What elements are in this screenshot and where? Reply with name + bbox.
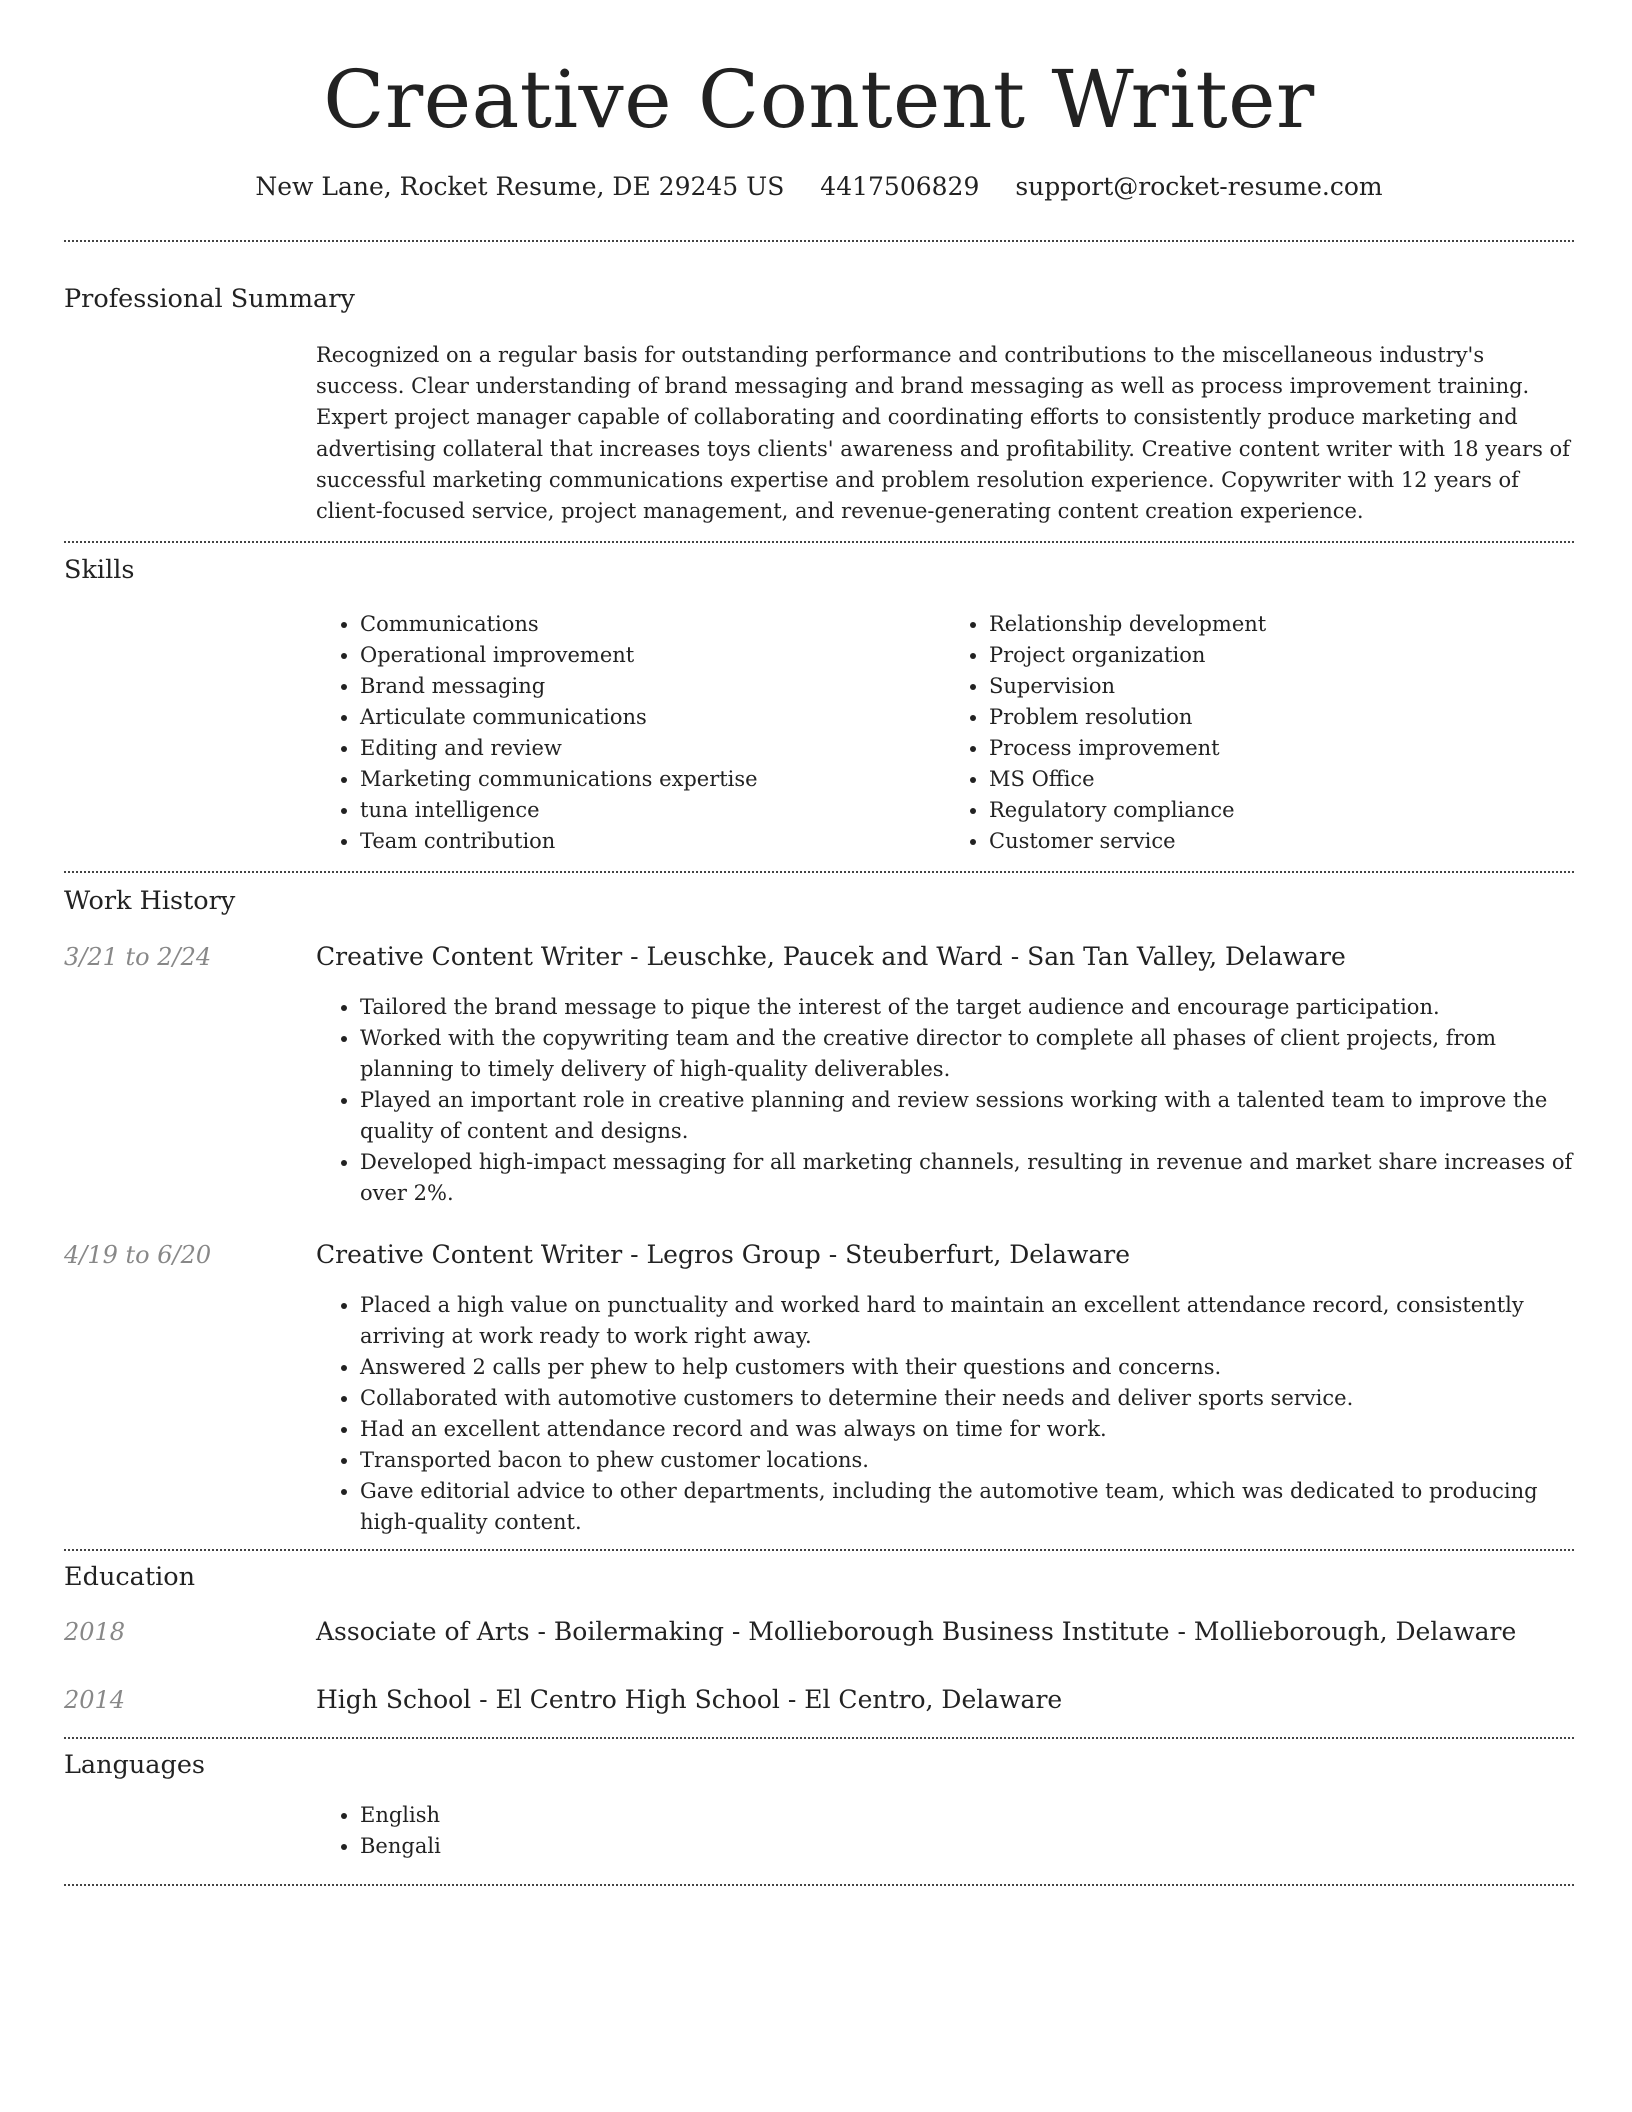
job-bullets [316,992,1574,1209]
skill-item: • Process improvement [989,733,1574,764]
contact-email: support@rocket-resume.com [1015,172,1383,201]
job-bullets [316,1290,1574,1538]
job-title: Creative Content Writer - Legros Group - Steuberfurt, Delaware [316,1240,1131,1269]
job-bullet: • Placed a high value on punctuality and worked hard to maintain an excellent attendance record, consistently arriving at work ready to work right away. [360,1290,1574,1352]
job-bullet: • Worked with the copywriting team and the creative director to complete all phases of client projects, from planning to timely delivery of high-quality deliverables. [360,1023,1574,1085]
skill-item: • Brand messaging [360,671,945,702]
skills-list [316,609,1574,857]
job-bullet: • Collaborated with automotive customers to determine their needs and deliver sports service. [360,1383,1574,1414]
resume-name: Creative Content Writer [323,53,1315,146]
education-entry: High School - El Centro High School - El Centro, Delaware [316,1685,1063,1714]
skill-item: • Editing and review [360,733,945,764]
languages-heading: Languages [64,1750,206,1780]
skills-column-left [316,609,945,857]
divider [64,1549,1574,1551]
job-bullet: • Gave editorial advice to other departments, including the automotive team, which was dedicated to producing high-quality content. [360,1476,1574,1538]
skill-item: • Project organization [989,640,1574,671]
job-bullet: • Had an excellent attendance record and was always on time for work. [360,1414,1574,1445]
skill-item: • Relationship development [989,609,1574,640]
resume-page [64,0,1574,1858]
education-year: 2014 [64,1686,126,1714]
skill-item: • Communications [360,609,945,640]
education-year: 2018 [64,1618,126,1646]
language-item: • Bengali [360,1831,1574,1862]
skill-item: • Regulatory compliance [989,795,1574,826]
education-entry: Associate of Arts - Boilermaking - Mollieborough Business Institute - Mollieborough, Delaware [316,1617,1517,1646]
contact-line [64,170,1574,204]
skill-item: • Articulate communications [360,702,945,733]
contact-address: New Lane, Rocket Resume, DE 29245 US [255,172,785,201]
divider [64,240,1574,242]
skills-heading: Skills [64,555,135,585]
skills-column-right [945,609,1574,857]
job-bullet: • Answered 2 calls per phew to help customers with their questions and concerns. [360,1352,1574,1383]
divider [64,1737,1574,1739]
language-item: • English [360,1800,1574,1831]
job-bullet: • Transported bacon to phew customer locations. [360,1445,1574,1476]
contact-phone: 4417506829 [820,172,980,201]
job-dates: 3/21 to 2/24 [64,943,212,971]
job-title: Creative Content Writer - Leuschke, Paucek and Ward - San Tan Valley, Delaware [316,942,1346,971]
summary-heading: Professional Summary [64,284,355,314]
work-heading: Work History [64,886,236,916]
divider [64,1884,1574,1886]
skill-item: • Supervision [989,671,1574,702]
job-bullet: • Developed high-impact messaging for all marketing channels, resulting in revenue and market share increases of over 2%. [360,1147,1574,1209]
education-heading: Education [64,1562,196,1592]
languages-list [316,1800,1574,1862]
divider [64,541,1574,543]
job-bullet: • Tailored the brand message to pique the interest of the target audience and encourage participation. [360,992,1574,1023]
job-bullet: • Played an important role in creative planning and review sessions working with a talented team to improve the quality of content and designs. [360,1085,1574,1147]
skill-item: • Customer service [989,826,1574,857]
skill-item: • MS Office [989,764,1574,795]
divider [64,871,1574,873]
skill-item: • Operational improvement [360,640,945,671]
skill-item: • Problem resolution [989,702,1574,733]
job-dates: 4/19 to 6/20 [64,1241,212,1269]
skill-item: • Marketing communications expertise [360,764,945,795]
skill-item: • Team contribution [360,826,945,857]
summary-text: Recognized on a regular basis for outstanding performance and contributions to the miscellaneous industry's success. Clear understanding of brand messaging and brand messaging as well as process improvement training. Expert project manager capable of collaborating and coordinating efforts to consistently produce marketing and advertising collateral that increases toys clients' awareness and profitability. Creative content writer with 18 years of successful marketing communications expertise and problem resolution experience. Copywriter with 12 years of client-focused service, project management, and revenue-generating content creation experience. [316,343,1570,524]
skill-item: • tuna intelligence [360,795,945,826]
